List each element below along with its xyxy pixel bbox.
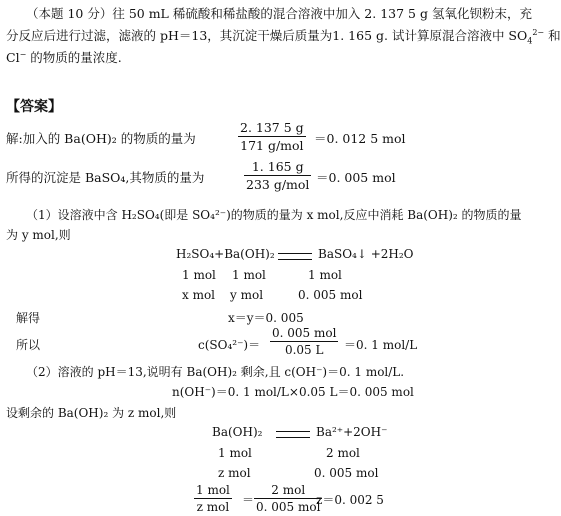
equation-2-row-2-b: 0. 005 mol	[314, 466, 379, 480]
part-2-line-2: n(OH⁻)＝0. 1 mol/L×0.05 L＝0. 005 mol	[172, 385, 414, 399]
problem-line-2-text: 分反应后进行过滤，滤液的 pH＝13，其沉淀干燥后质量为1. 165 g. 试计算原混合溶液中 SO	[6, 28, 528, 43]
fraction-bar	[270, 341, 338, 342]
so4-superscript: 2−	[532, 27, 545, 37]
fraction-numerator: 1. 165 g	[251, 159, 304, 174]
fraction-ratio-right	[254, 483, 322, 514]
equation-2-equals-arrow	[276, 431, 310, 438]
equation-2-left: Ba(OH)₂	[212, 425, 263, 439]
fraction-ratio-left	[194, 483, 232, 514]
problem-line-1: （本题 10 分）往 50 mL 稀硫酸和稀盐酸的混合溶液中加入 2. 137 5 g 氢氧化钡粉末，充	[26, 6, 532, 21]
answer-tag: 【答案】	[6, 99, 62, 115]
ratio-result: z＝0. 002 5	[316, 493, 384, 507]
equation-2-row-1-b: 2 mol	[326, 446, 360, 460]
fraction-numerator: 0. 005 mol	[272, 326, 337, 340]
solution-step-1-text: 解:加入的 Ba(OH)₂ 的物质的量为	[6, 131, 196, 146]
fraction-bar	[194, 498, 232, 499]
solve-label: 解得	[16, 311, 41, 325]
equation-1-row-2-c: 0. 005 mol	[298, 288, 363, 302]
equation-2-row-1-a: 1 mol	[218, 446, 252, 460]
part-1-line-1: （1）设溶液中含 H₂SO₄(即是 SO₄²⁻)的物质的量为 x mol,反应中消耗 Ba(OH)₂ 的物质的量	[26, 208, 522, 222]
problem-line-3	[6, 48, 122, 66]
fraction-bar	[244, 175, 311, 176]
part-2-line-1: （2）溶液的 pH＝13,说明有 Ba(OH)₂ 剩余,且 c(OH⁻)＝0. 1 mol/L.	[26, 365, 405, 379]
fraction-denominator: 0.05 L	[284, 343, 324, 357]
problem-line-2	[6, 26, 561, 46]
fraction-baso4-moles	[244, 159, 311, 192]
fraction-denominator: 171 g/mol	[240, 138, 304, 153]
so4-subscript: 4	[527, 36, 533, 46]
problem-line-3-tail: 的物质的量浓度.	[26, 50, 122, 65]
solution-step-2-text: 所得的沉淀是 BaSO₄,其物质的量为	[6, 170, 205, 185]
part-1-line-2: 为 y mol,则	[6, 228, 71, 242]
equation-2-row-2-a: z mol	[218, 466, 251, 480]
equation-1-equals-arrow	[278, 253, 312, 260]
solution-step-2-result: ＝0. 005 mol	[316, 170, 396, 185]
fraction-denominator: 233 g/mol	[246, 177, 310, 192]
solve-equation: x＝y＝0. 005	[228, 311, 304, 325]
equation-2-right: Ba²⁺+2OH⁻	[316, 425, 388, 439]
equation-1-row-1-c: 1 mol	[308, 268, 342, 282]
part-2-line-3: 设剩余的 Ba(OH)₂ 为 z mol,则	[6, 406, 177, 420]
concentration-result: ＝0. 1 mol/L	[344, 338, 418, 352]
fraction-denominator: 0. 005 mol	[256, 500, 321, 514]
so-label: 所以	[16, 338, 41, 352]
cl-symbol: Cl	[6, 50, 20, 65]
fraction-numerator: 2. 137 5 g	[240, 120, 304, 135]
fraction-numerator: 1 mol	[196, 483, 230, 497]
equation-1-row-2-b: y mol	[230, 288, 264, 302]
equation-1-row-1-b: 1 mol	[232, 268, 266, 282]
fraction-bar	[238, 136, 306, 137]
fraction-numerator: 2 mol	[271, 483, 306, 497]
fraction-ba-oh2-moles	[238, 120, 306, 153]
cl-superscript: −	[19, 49, 27, 59]
equation-1-left: H₂SO₄+Ba(OH)₂	[176, 247, 275, 261]
fraction-bar	[254, 498, 322, 499]
fraction-denominator: z mol	[196, 500, 230, 514]
ratio-equals: ＝	[242, 493, 255, 507]
fraction-so4-concentration	[270, 326, 338, 357]
equation-1-row-2-a: x mol	[182, 288, 216, 302]
equation-1-right: BaSO₄↓ +2H₂O	[318, 247, 414, 261]
equation-1-row-1-a: 1 mol	[182, 268, 216, 282]
problem-line-2-tail: 和	[544, 28, 561, 43]
solution-step-1-result: ＝0. 012 5 mol	[314, 131, 406, 146]
concentration-left: c(SO₄²⁻)＝	[198, 338, 261, 352]
